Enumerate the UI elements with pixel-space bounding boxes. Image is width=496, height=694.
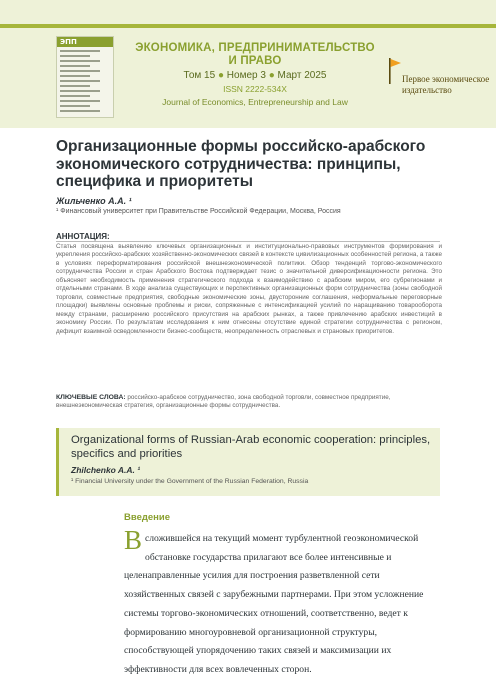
journal-issue <box>130 70 380 81</box>
bullet-icon: ● <box>268 70 275 81</box>
english-title: Organizational forms of Russian-Arab economic cooperation: principles, specifics and priorities <box>71 434 431 460</box>
journal-number: Номер 3 <box>226 70 266 81</box>
keywords-label: КЛЮЧЕВЫЕ СЛОВА: <box>56 394 126 401</box>
section-heading-intro: Введение <box>124 512 171 523</box>
journal-title-ru: ЭКОНОМИКА, ПРЕДПРИНИМАТЕЛЬСТВО И ПРАВО <box>135 42 375 67</box>
cover-text-lines <box>57 47 113 118</box>
keywords-block <box>56 394 442 411</box>
intro-paragraph: сложившейся на текущий момент турбулентной геоэкономической обстановке государства прилагают все более интенсивные и целенаправленные усилия для построения разветвленной сети хозяйственных связей с зарубежными партнерами. При этом усложнение системы торгово-экономических отношений, соответственно, ведет к формированию многоуровневой организационной структуры, способствующей упорядочению таких связей и максимизации их эффективности для всех вовлеченных сторон. <box>124 533 424 675</box>
article-author: Жильченко А.А. ¹ <box>56 196 132 206</box>
journal-cover-thumbnail <box>56 36 114 118</box>
abstract-label: АННОТАЦИЯ: <box>56 232 110 241</box>
intro-body <box>124 525 438 678</box>
journal-title-en: Journal of Economics, Entrepreneurship and Law <box>162 97 348 107</box>
english-author: Zhilchenko A.A. ¹ <box>71 465 141 475</box>
publisher-name: Первое экономическое издательство <box>402 74 490 95</box>
english-summary-box <box>56 428 440 496</box>
english-affiliation: ¹ Financial University under the Government of the Russian Federation, Russia <box>71 478 309 485</box>
keywords-text: российско-арабское сотрудничество, зона свободной торговли, совместное предприятие, внешнеэкономическая стратегия, организационные формы сотрудничества. <box>56 394 391 410</box>
journal-issn: ISSN 2222-534X <box>223 84 287 94</box>
flag-icon <box>388 58 402 84</box>
author-affiliation: ¹ Финансовый университет при Правительстве Российской Федерации, Москва, Россия <box>56 208 341 215</box>
journal-volume: Том 15 <box>183 70 216 81</box>
abstract-text: Статья посвящена выявлению ключевых организационных и институционально-правовых инструментов формирования и укрепления российско-арабских хозяйственно-экономических связей в контексте цивилизационных особенностей региона, а также в условиях переформатирования российской внешнеэкономической политики. Обзор тенденций торгово-экономического сотрудничества России и стран Арабского Востока подтверждает тезис о значительной диверсификационности региона. Это объясняет необходимость применения стратегического подхода к взаимодействию с арабским миром, его субрегионами и отдельными странами. В ходе анализа существующих и перспективных организационных форм сотрудничества (зоны свободной торговли, совместные предприятия, свободные экономические зоны, двусторонние соглашения, неформальные переговорные площадки) выявлены основные проблемы и риски, сопряженные с интенсификацией усилий по наращиванию товарооборота между странами, расширению российского присутствия на арабских рынках, а также привлечению арабских инвестиций в экономику России. По результатам исследования к ним отнесены отсутствие единой стратегии сотрудничества с регионом, дефицит взаимной осведомленности бизнес-сообществ, неопределенность отраслевых и страновых приоритетов. <box>56 243 442 335</box>
abstract-divider <box>56 241 440 242</box>
cover-label: ЭПП <box>57 37 113 47</box>
header-accent-bar <box>0 24 496 28</box>
journal-info <box>130 42 380 107</box>
dropcap-letter: В <box>124 525 143 555</box>
article-title: Организационные формы российско-арабского экономического сотрудничества: принципы, специфика и приоритеты <box>56 138 426 190</box>
bullet-icon: ● <box>217 70 225 81</box>
journal-header <box>0 0 496 128</box>
journal-date: Март 2025 <box>277 70 327 81</box>
